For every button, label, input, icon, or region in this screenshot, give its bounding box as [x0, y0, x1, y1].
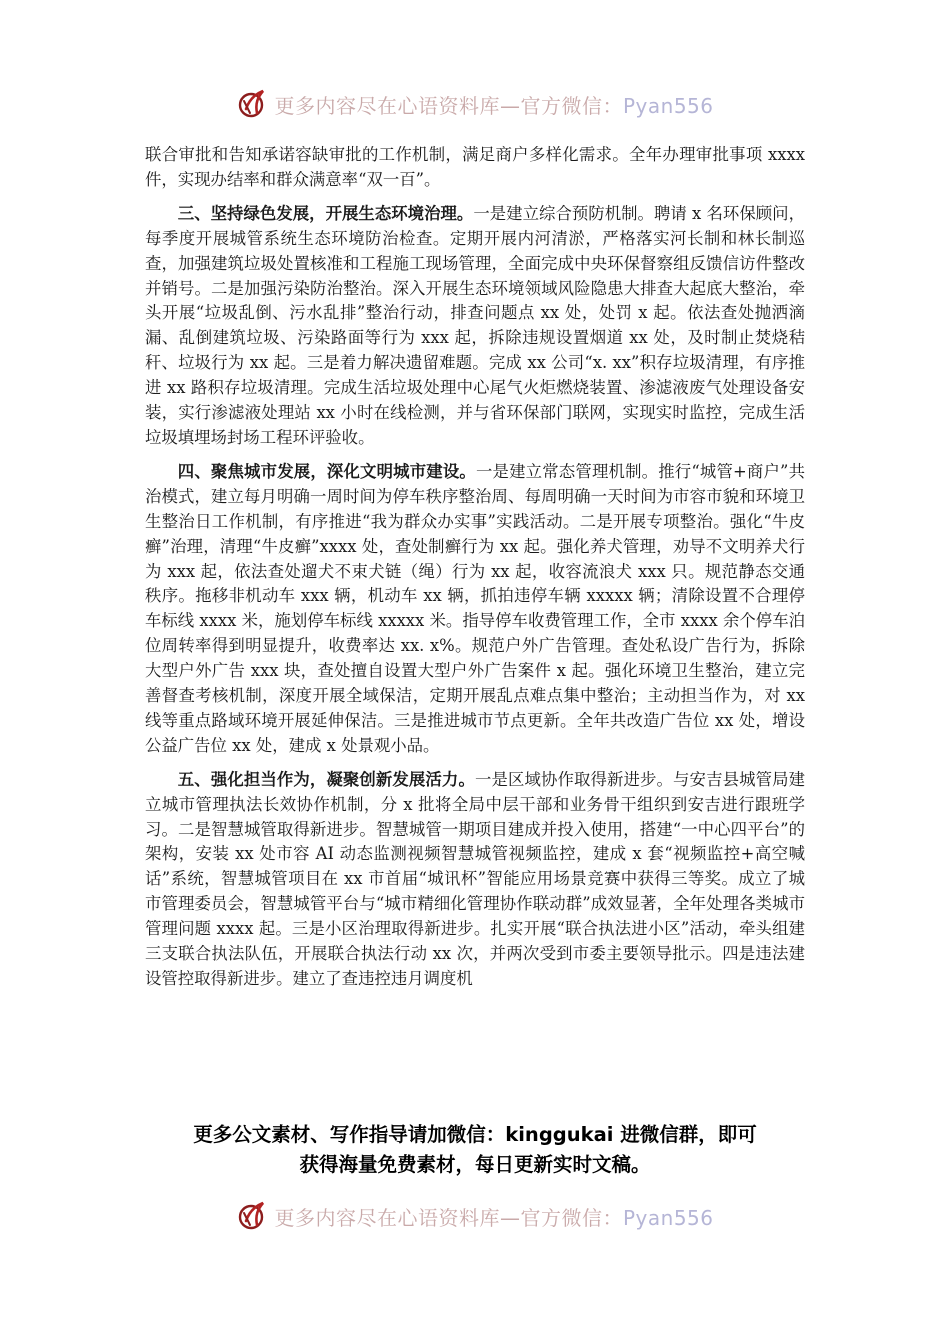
flame-signature-logo-icon: [236, 1199, 270, 1233]
document-body: [145, 143, 805, 1001]
paragraph-body: 一是建立常态管理机制。推行“城管+商户”共治模式，建立每月明确一周时间为停车秩序整治周、每周明确一天时间为市容市貌和环境卫生整治日工作机制，有序推进“我为群众办实事”实践活动。二是开展专项整治。强化“牛皮癣”治理，清理“牛皮癣”xxxx 处，查处制癣行为 xx 起。强化养犬管理，劝导不文明养犬行为 xxx 起，依法查处遛犬不束犬链（绳）行为 xx 起，收容流浪犬 xxx 只。规范静态交通秩序。拖移非机动车 xxx 辆，机动车 xx 辆，抓拍违停车辆 xxxxx 辆；清除设置不合理停车标线 xxxx 米，施划停车标线 xxxxx 米。指导停车收费管理工作，全市 xxxx 余个停车泊位周转率得到明显提升，收费率达 xx. x%。规范户外广告管理。查处私设广告行为，拆除大型户外广告 xxx 块，查处擅自设置大型户外广告案件 x 起。强化环境卫生整治，建立完善督查考核机制，深度开展全域保洁，定期开展乱点难点集中整治；主动担当作为，对 xx 线等重点路域环境开展延伸保洁。三是推进城市节点更新。全年共改造广告位 xx 处，增设公益广告位 xx 处，建成 x 处景观小品。: [145, 461, 806, 755]
promo-line-1: 更多公文素材、写作指导请加微信：kinggukai 进微信群，即可: [193, 1123, 757, 1146]
watermark-banner-top: [0, 84, 950, 124]
flame-signature-logo-icon: [236, 87, 270, 121]
promo-line-2: 获得海量免费素材，每日更新实时文稿。: [299, 1153, 651, 1176]
paragraph-body: 一是区域协作取得新进步。与安吉县城管局建立城市管理执法长效协作机制，分 x 批将全局中层干部和业务骨干组织到安吉进行跟班学习。二是智慧城管取得新进步。智慧城管一期项目建成并投入使用，搭建“一中心四平台”的架构，安装 xx 处市容 AI 动态监测视频智慧城管视频监控，建成 x 套“视频监控+高空喊话”系统，智慧城管项目在 xx 市首届“城讯杯”智能应用场景竞赛中获得三等奖。成立了城市管理委员会，智慧城管平台与“城市精细化管理协作联动群”成效显著，全年处理各类城市管理问题 xxxx 起。三是小区治理取得新进步。扎实开展“联合执法进小区”活动，牵头组建三支联合执法队伍，开展联合执法行动 xx 次，并两次受到市委主要领导批示。四是违法建设管控取得新进步。建立了查违控违月调度机: [145, 769, 806, 988]
paragraph-section-5: [145, 768, 805, 992]
watermark-text: 更多内容尽在心语资料库—官方微信：Pyan556: [274, 1205, 714, 1230]
promo-notice: [130, 1120, 820, 1180]
paragraph-section-3: [145, 202, 805, 451]
section-heading: 三、坚持绿色发展，开展生态环境治理。: [177, 203, 474, 223]
paragraph-section-4: [145, 460, 805, 759]
paragraph-body: 一是建立综合预防机制。聘请 x 名环保顾问，每季度开展城管系统生态环境防治检查。定期开展内河清淤，严格落实河长制和林长制巡查，加强建筑垃圾处置核准和工程施工现场管理，全面完成中央环保督察组反馈信访件整改并销号。二是加强污染防治整治。深入开展生态环境领域风险隐患大排查大起底大整治，牵头开展“垃圾乱倒、污水乱排”整治行动，排查问题点 xx 处，处罚 x 起。依法查处抛洒滴漏、乱倒建筑垃圾、污染路面等行为 xxx 起，拆除违规设置烟道 xx 处，及时制止焚烧秸秆、垃圾行为 xx 起。三是着力解决遗留难题。完成 xx 公司“x. xx”积存垃圾清理，有序推进 xx 路积存垃圾清理。完成生活垃圾处理中心尾气火炬燃烧装置、渗滤液废气处理设备安装，实行渗滤液处理站 xx 小时在线检测，并与省环保部门联网，实现实时监控，完成生活垃圾填埋场封场工程环评验收。: [145, 203, 805, 447]
paragraph-body: 联合审批和告知承诺容缺审批的工作机制，满足商户多样化需求。全年办理审批事项 xxxx 件，实现办结率和群众满意率“双一百”。: [145, 145, 805, 189]
section-heading: 四、聚焦城市发展，深化文明城市建设。: [177, 461, 476, 481]
section-heading: 五、强化担当作为，凝聚创新发展活力。: [177, 769, 475, 789]
watermark-banner-bottom: [0, 1196, 950, 1236]
paragraph-continuation: [145, 143, 805, 193]
watermark-text: 更多内容尽在心语资料库—官方微信：Pyan556: [274, 93, 714, 118]
